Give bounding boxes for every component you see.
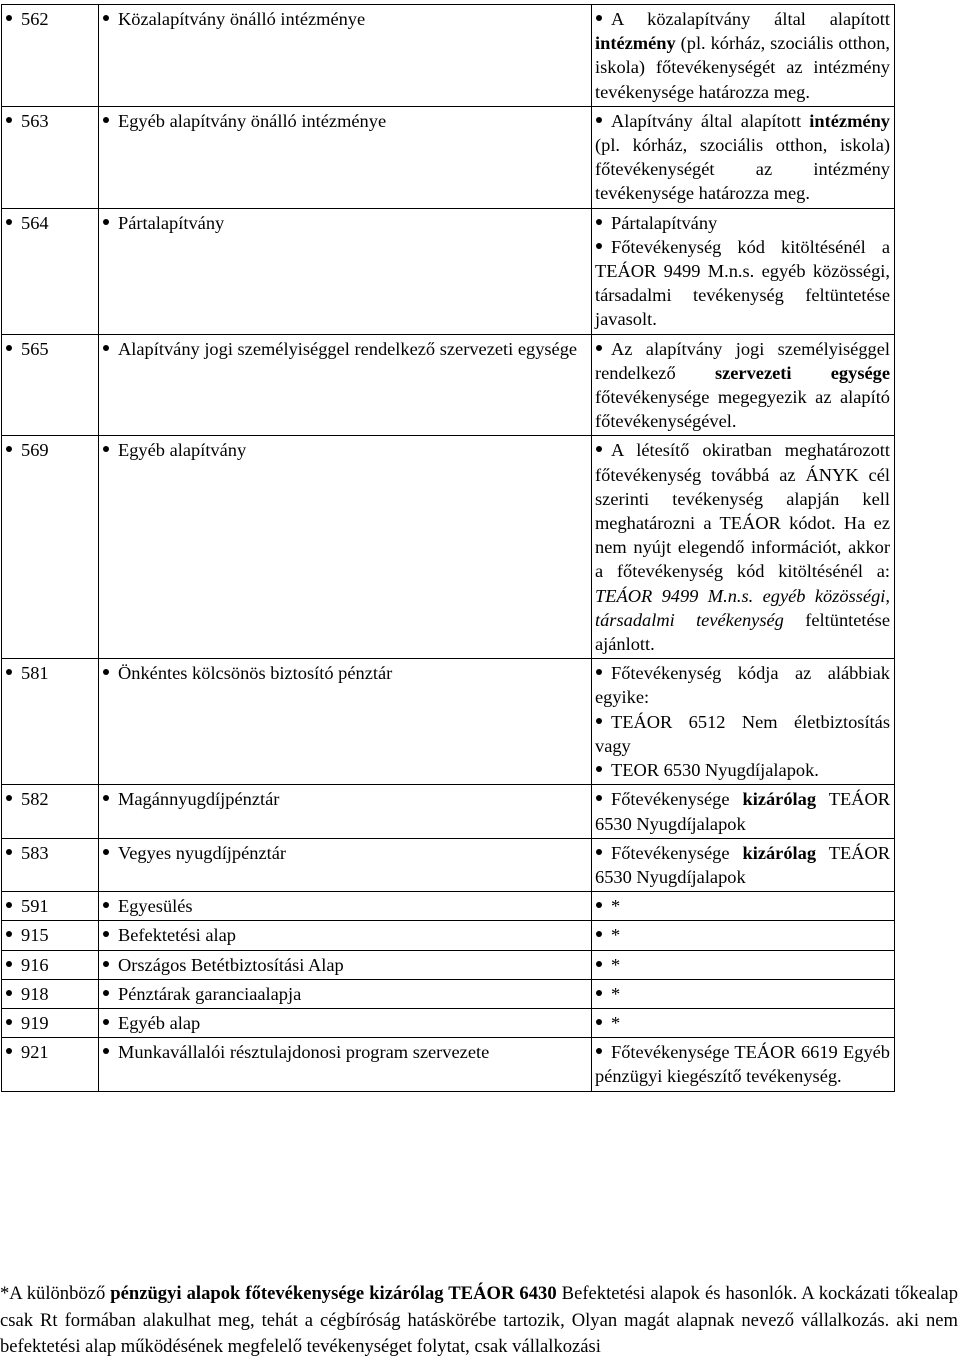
- note-text: Főtevékenysége TEÁOR 6619 Egyéb pénzügyi kiegészítő tevékenység.: [595, 1042, 890, 1087]
- code-value: 582: [21, 789, 49, 810]
- bullet-icon: [596, 931, 602, 937]
- bullet-icon: [596, 1048, 602, 1054]
- bullet-icon: [103, 1048, 109, 1054]
- footnote-text: *A különböző: [0, 1283, 111, 1304]
- legal-form-name: Pártalapítvány: [118, 212, 225, 233]
- code-cell: [2, 334, 99, 436]
- bullet-icon: [596, 446, 602, 452]
- bullet-icon: [596, 795, 602, 801]
- bullet-icon: [6, 219, 12, 225]
- note-cell: [592, 921, 895, 950]
- note-text: *: [611, 896, 621, 917]
- note-text: feltüntetése ajánlott.: [595, 609, 890, 655]
- note-text: *: [611, 983, 621, 1004]
- note-text: Főtevékenysége: [611, 789, 743, 810]
- note-paragraph: [595, 211, 890, 235]
- code-cell: [2, 208, 99, 334]
- bullet-icon: [103, 117, 109, 123]
- bullet-icon: [6, 117, 12, 123]
- bullet-icon: [103, 849, 109, 855]
- name-cell: [99, 334, 592, 436]
- note-text: (pl. kórház, szociális otthon, iskola) főtevékenységét az intézmény tevékenysége határozza meg.: [595, 33, 890, 102]
- legal-form-table: [1, 4, 895, 1092]
- name-cell: [99, 5, 592, 107]
- code-cell: [2, 436, 99, 659]
- note-text: Főtevékenysége: [611, 842, 743, 863]
- table-row: [2, 950, 895, 979]
- note-cell: [592, 659, 895, 785]
- bullet-icon: [6, 669, 12, 675]
- legal-form-name: Vegyes nyugdíjpénztár: [118, 842, 287, 863]
- bullet-icon: [103, 961, 109, 967]
- note-paragraph: [595, 710, 890, 758]
- legal-form-name: Befektetési alap: [118, 925, 236, 946]
- bullet-icon: [6, 931, 12, 937]
- code-value: 919: [21, 1012, 49, 1033]
- note-paragraph: [595, 235, 890, 332]
- name-cell: [99, 436, 592, 659]
- code-value: 918: [21, 983, 49, 1004]
- bullet-icon: [596, 961, 602, 967]
- note-text: *: [611, 954, 621, 975]
- legal-form-name: Országos Betétbiztosítási Alap: [118, 954, 344, 975]
- note-text: Az alapítvány jogi személyiséggel rendelkező: [595, 338, 890, 383]
- note-cell: [592, 5, 895, 107]
- table-body: [2, 5, 895, 1092]
- note-cell: [592, 1038, 895, 1091]
- code-cell: [2, 5, 99, 107]
- code-value: 916: [21, 954, 49, 975]
- code-value: 569: [21, 440, 49, 461]
- bullet-icon: [596, 766, 602, 772]
- table-row: [2, 921, 895, 950]
- bullet-icon: [103, 345, 109, 351]
- footnote-text: pénzügyi alapok főtevékenysége kizárólag TEÁOR 6430: [110, 1283, 557, 1304]
- footnote: [0, 1281, 958, 1361]
- bullet-icon: [6, 1048, 12, 1054]
- note-text: kizárólag: [742, 842, 817, 863]
- table-row: [2, 838, 895, 891]
- code-value: 915: [21, 925, 49, 946]
- note-text: szervezeti egysége: [714, 362, 890, 383]
- bullet-icon: [6, 345, 12, 351]
- code-cell: [2, 659, 99, 785]
- note-text: TEÁOR 6530 Nyugdíjalapok: [595, 842, 891, 887]
- note-cell: [592, 208, 895, 334]
- bullet-icon: [596, 718, 602, 724]
- name-cell: [99, 979, 592, 1008]
- note-cell: [592, 979, 895, 1008]
- code-value: 565: [21, 338, 49, 359]
- note-text: Pártalapítvány: [611, 212, 718, 233]
- bullet-icon: [596, 849, 602, 855]
- note-cell: [592, 950, 895, 979]
- bullet-icon: [6, 990, 12, 996]
- bullet-icon: [596, 990, 602, 996]
- code-cell: [2, 838, 99, 891]
- name-cell: [99, 921, 592, 950]
- name-cell: [99, 950, 592, 979]
- note-text: A közalapítvány által alapított: [611, 9, 890, 29]
- bullet-icon: [103, 15, 109, 21]
- bullet-icon: [596, 345, 602, 351]
- bullet-icon: [103, 219, 109, 225]
- code-cell: [2, 950, 99, 979]
- bullet-icon: [103, 1019, 109, 1025]
- code-cell: [2, 106, 99, 208]
- bullet-icon: [103, 795, 109, 801]
- code-value: 564: [21, 212, 49, 233]
- table-row: [2, 436, 895, 659]
- legal-form-name: Egyéb alapítvány: [118, 440, 247, 461]
- name-cell: [99, 785, 592, 838]
- bullet-icon: [6, 446, 12, 452]
- note-text: intézmény: [595, 33, 676, 54]
- note-text: TEÁOR 6512 Nem életbiztosítás vagy: [595, 711, 890, 756]
- bullet-icon: [103, 902, 109, 908]
- note-text: TEÁOR 6530 Nyugdíjalapok: [595, 789, 891, 834]
- code-cell: [2, 921, 99, 950]
- note-text: TEOR 6530 Nyugdíjalapok.: [611, 760, 819, 781]
- table-row: [2, 106, 895, 208]
- code-value: 581: [21, 663, 49, 684]
- name-cell: [99, 659, 592, 785]
- bullet-icon: [596, 243, 602, 249]
- note-text: intézmény: [809, 110, 890, 131]
- legal-form-name: Önkéntes kölcsönös biztosító pénztár: [118, 663, 393, 684]
- table-row: [2, 785, 895, 838]
- name-cell: [99, 1008, 592, 1037]
- table-row: [2, 1038, 895, 1091]
- note-text: kizárólag: [742, 789, 817, 810]
- name-cell: [99, 1038, 592, 1091]
- bullet-icon: [596, 117, 602, 123]
- name-cell: [99, 106, 592, 208]
- note-cell: [592, 106, 895, 208]
- bullet-icon: [596, 219, 602, 225]
- note-text: TEÁOR 9499 M.n.s. egyéb közösségi, társadalmi tevékenység: [595, 585, 890, 630]
- code-value: 591: [21, 896, 49, 917]
- legal-form-name: Alapítvány jogi személyiséggel rendelkező szervezeti egysége: [118, 338, 578, 359]
- bullet-icon: [103, 446, 109, 452]
- table-row: [2, 1008, 895, 1037]
- note-cell: [592, 838, 895, 891]
- legal-form-name: Egyéb alapítvány önálló intézménye: [118, 110, 387, 131]
- note-text: Főtevékenység kód kitöltésénél a TEÁOR 9499 M.n.s. egyéb közösségi, társadalmi tevékenység feltüntetése javasolt.: [595, 236, 890, 330]
- note-paragraph: [595, 661, 890, 709]
- name-cell: [99, 838, 592, 891]
- table-row: [2, 892, 895, 921]
- bullet-icon: [596, 1019, 602, 1025]
- code-cell: [2, 1008, 99, 1037]
- code-value: 562: [21, 9, 49, 29]
- bullet-icon: [596, 15, 602, 21]
- bullet-icon: [103, 990, 109, 996]
- legal-form-name: Magánnyugdíjpénztár: [118, 789, 280, 810]
- code-cell: [2, 892, 99, 921]
- legal-form-name: Közalapítvány önálló intézménye: [118, 9, 366, 29]
- note-text: Alapítvány által alapított: [611, 110, 810, 131]
- code-cell: [2, 979, 99, 1008]
- note-text: főtevékenysége megegyezik az alapító főtevékenységével.: [595, 387, 890, 432]
- note-text: Főtevékenység kódja az alábbiak egyike:: [595, 663, 890, 708]
- bullet-icon: [6, 795, 12, 801]
- table-row: [2, 5, 895, 107]
- code-cell: [2, 785, 99, 838]
- bullet-icon: [103, 931, 109, 937]
- note-text: A létesítő okiratban meghatározott főtevékenység továbbá az ÁNYK cél szerinti tevékenység alapján kell meghatározni a TEÁOR kódot. Ha ez nem nyújt elegendő információt, akkor a főtevékenység kód kitöltésénél a:: [595, 440, 890, 582]
- note-text: *: [611, 925, 621, 946]
- note-paragraph: [595, 758, 890, 782]
- code-cell: [2, 1038, 99, 1091]
- table-row: [2, 334, 895, 436]
- table-row: [2, 208, 895, 334]
- name-cell: [99, 208, 592, 334]
- legal-form-name: Pénztárak garanciaalapja: [118, 983, 302, 1004]
- bullet-icon: [6, 961, 12, 967]
- bullet-icon: [6, 902, 12, 908]
- table-row: [2, 659, 895, 785]
- legal-form-name: Munkavállalói résztulajdonosi program szervezete: [118, 1042, 490, 1063]
- code-value: 563: [21, 110, 49, 131]
- bullet-icon: [596, 902, 602, 908]
- bullet-icon: [596, 669, 602, 675]
- legal-form-name: Egyéb alap: [118, 1012, 201, 1033]
- bullet-icon: [103, 669, 109, 675]
- name-cell: [99, 892, 592, 921]
- bullet-icon: [6, 849, 12, 855]
- table-row: [2, 979, 895, 1008]
- bullet-icon: [6, 15, 12, 21]
- note-cell: [592, 436, 895, 659]
- note-text: *: [611, 1012, 621, 1033]
- code-value: 921: [21, 1042, 49, 1063]
- note-cell: [592, 1008, 895, 1037]
- legal-form-name: Egyesülés: [118, 896, 193, 917]
- note-text: (pl. kórház, szociális otthon, iskola) főtevékenységét az intézmény tevékenysége határozza meg.: [595, 135, 890, 204]
- note-cell: [592, 334, 895, 436]
- code-value: 583: [21, 842, 49, 863]
- note-cell: [592, 785, 895, 838]
- bullet-icon: [6, 1019, 12, 1025]
- note-cell: [592, 892, 895, 921]
- footnote-text: Befektetési alapok és hasonlók. A kockázati tőkealap csak Rt formában alakulhat meg, tehát a cégbíróság hatáskörébe tartozik, Olyan magát alapnak nevező vállalkozás. aki nem befektetési alap működésének megfelelő tevékenységet folytat, csak vállalkozási: [0, 1283, 958, 1358]
